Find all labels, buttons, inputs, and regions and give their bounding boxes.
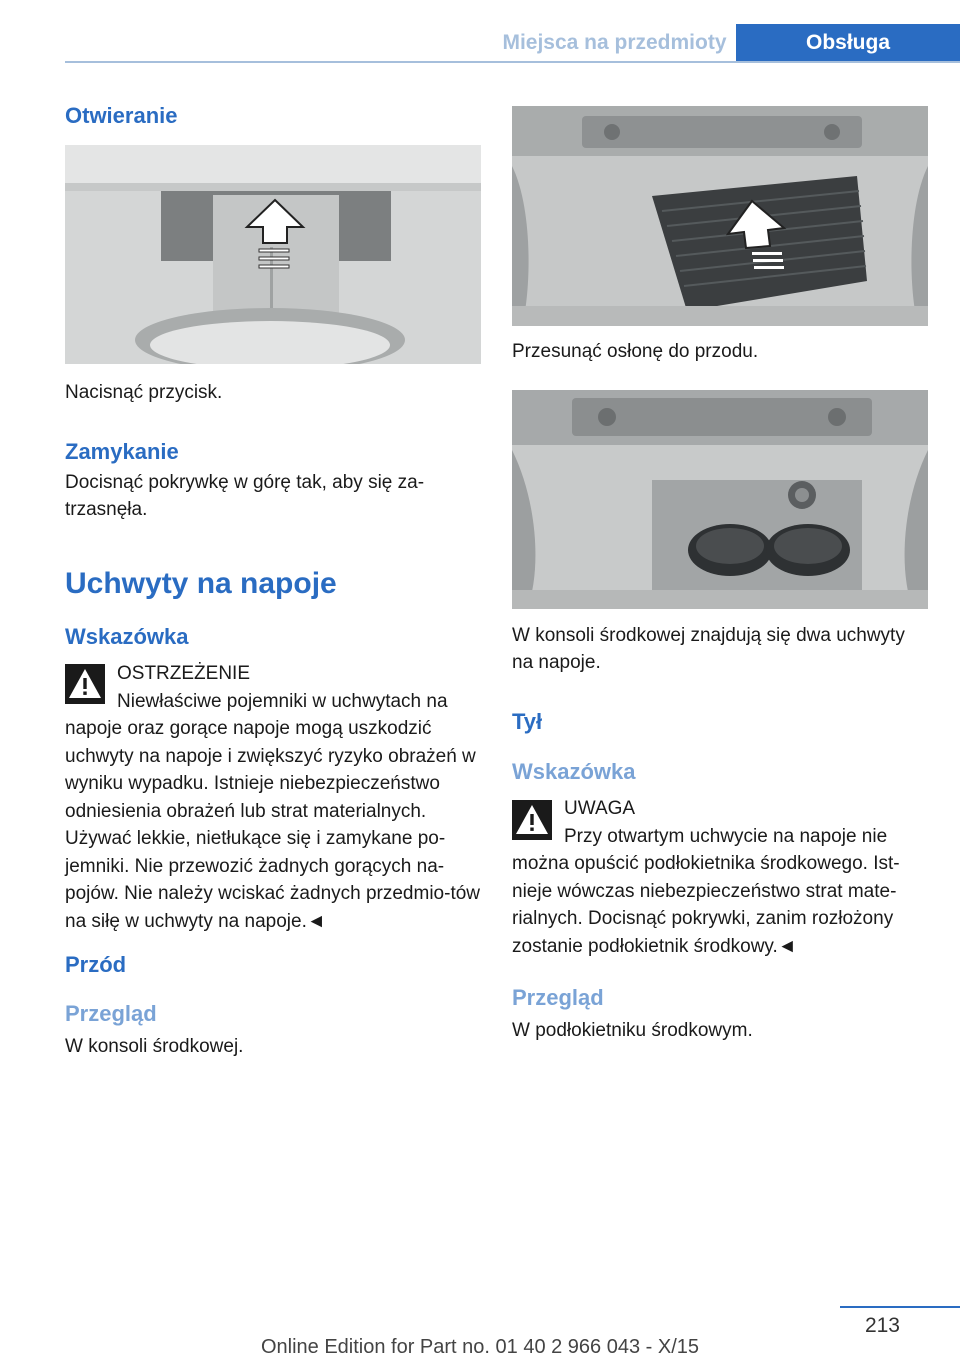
caution-box: [512, 795, 928, 960]
warning-body: napoje oraz gorące napoje mogą uszkodzić uchwyty na napoje i zwiększyć ryzyko obrażeń w wyniku wypadku. Istnieje niebezpieczeństwo odniesienia obrażeń lub strat materialnych. Używać lekkie, nietłukące się i zamykane po-jemniki. Nie przewozić żadnych gorących na-pojów. Nie należy wciskać żadnych przedmio-tów na siłę w uchwyty na napoje.◄: [65, 718, 481, 932]
overview-text-right: W podłokietniku środkowym.: [512, 1020, 753, 1041]
page-number: 213: [864, 1314, 900, 1337]
caution-body: można opuścić podłokietnika środkowego. Ist-nieje wówczas niebezpieczeństwo strat mate-rialnych. Docisnąć pokrywki, zanim rozłożony zostanie podłokietnik środkowy.◄: [512, 853, 900, 957]
header-section-tab[interactable]: Miejsca na przedmioty: [502, 31, 727, 54]
overview-heading-right: Przegląd: [512, 985, 604, 1010]
overview-text-left: W konsoli środkowej.: [65, 1036, 244, 1057]
otwieranie-heading: Otwieranie: [65, 103, 178, 128]
overhead-console-illustration: [65, 145, 481, 364]
open-cupholders-illustration: [512, 390, 928, 609]
caution-first-line: Przy otwartym uchwycie na napoje nie: [564, 825, 888, 847]
cupholders-heading: Uchwyty na napoje: [65, 567, 337, 600]
zamykanie-text: Docisnąć pokrywkę w górę tak, aby się za-trzasnęła.: [65, 472, 425, 520]
warning-box: [65, 660, 481, 935]
console-cupholders-text: W konsoli środkowej znajdują się dwa uchwyty na napoje.: [512, 625, 905, 673]
center-console-cover-illustration: [512, 106, 928, 326]
rear-heading: Tył: [512, 709, 543, 734]
caution-title: UWAGA: [564, 798, 636, 819]
note-heading-right: Wskazówka: [512, 759, 636, 784]
footer-rule: [840, 1306, 960, 1308]
header-chapter-tab[interactable]: Obsługa: [736, 24, 960, 62]
warning-title: OSTRZEŻENIE: [117, 663, 251, 684]
otwieranie-text: Nacisnąć przycisk.: [65, 382, 223, 403]
edition-footer: Online Edition for Part no. 01 40 2 966 043 - X/15: [260, 1336, 700, 1358]
zamykanie-heading: Zamykanie: [65, 439, 179, 464]
front-heading: Przód: [65, 952, 127, 977]
overview-heading-left: Przegląd: [65, 1001, 157, 1026]
note-heading-left: Wskazówka: [65, 624, 189, 649]
warning-first-line: Niewłaściwe pojemniki w uchwytach na: [117, 690, 448, 712]
slide-cover-text: Przesunąć osłonę do przodu.: [512, 341, 759, 362]
header-rule: [65, 61, 960, 63]
